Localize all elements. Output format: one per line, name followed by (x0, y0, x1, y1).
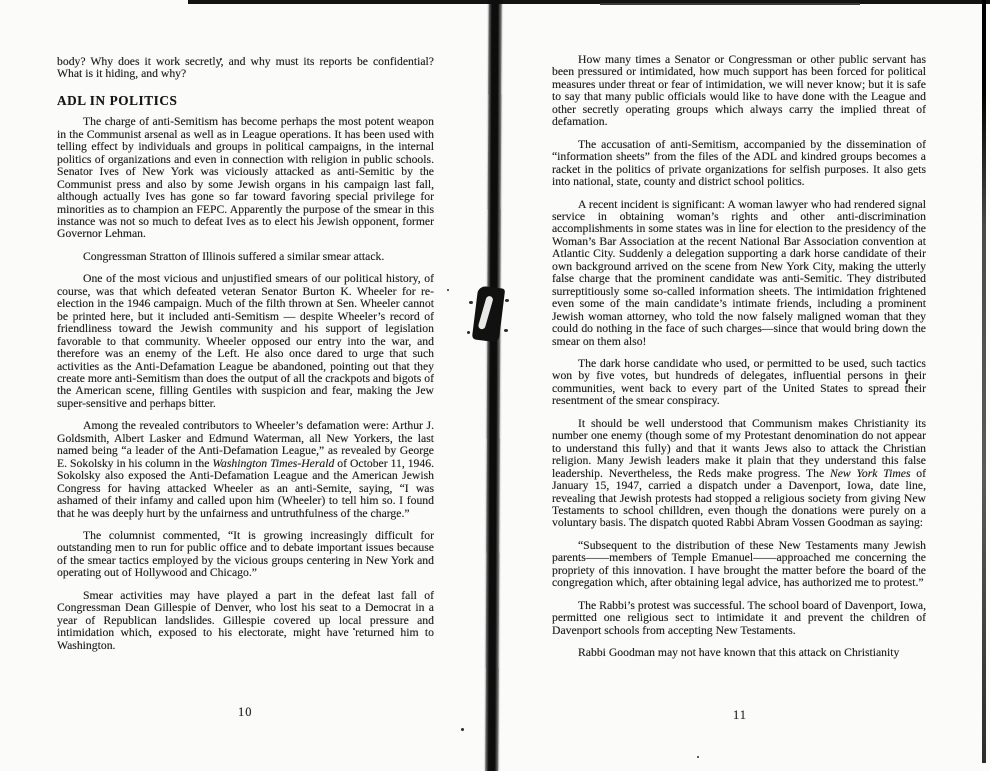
scan-speck (697, 756, 699, 758)
page-left (57, 56, 434, 701)
scan-speck (447, 289, 449, 291)
text-run: of January 15, 1947, carried a dispatch under a Davenport, Iowa, date line, revealing that Jewish protests had stopped a religious society from giving New Testaments to school chilldren, even though the donations were purely on a voluntary basis. The dispatch quoted Rabbi Abram Vossen Goodman as saying: (552, 466, 926, 530)
paragraph: The charge of anti-Semitism has become perhaps the most potent weapon in the Communist arsenal as well as in League operations. It has been used with telling effect by individuals and groups in political campaigns, in the internal politics of organizations and even in connection with religion in public schools. Senator Ives of New York was viciously attacked as anti-Semitic by the Communist press and also by some Jewish organs in his campaign last fall, although actually Ives has gone so far toward favoring special privilege for minorities as to champion an FEPC. Apparently the purpose of the smear in this instance was not so much to defeat Ives as to elect his Jewish opponent, former Governor Lehman. (57, 115, 434, 241)
paragraph (552, 418, 926, 530)
paragraph: One of the most vicious and unjustified smears of our political history, of course, was that which defeated veteran Senator Burton K. Wheeler for re-election in the 1946 campaign. Much of the filth thrown at Sen. Wheeler cannot be printed here, but it included anti-Semitism — despite Wheeler’s record of friendliness toward the Jewish community and his support of legislation favorable to that community. Wheeler opposed our entry into the war, and therefore was an enemy of the Left. He also once dared to urge that such activities as the Anti-Defamation League be abandoned, pointing out that they create more anti-Semitism than does the output of all the crackpots and bigots of the American scene, filling Gentiles with suspicion and fear, making the Jew super-sensitive and perhaps bitter. (57, 272, 434, 410)
paragraph: The Rabbi’s protest was successful. The school board of Davenport, Iowa, permitted one religious sect to intimidate it and prevent the children of Davenport schools from accepting New Testaments. (552, 598, 926, 637)
paragraph: Smear activities may have played a part in the defeat last fall of Congressman Dean Gillespie of Denver, who lost his seat to a Democrat in a year of Republican landslides. Gillespie covered up local pressure and intimidation which, exposed to his electorate, might have returned him to Washington. (57, 588, 434, 652)
scan-top-edge-shadow (600, 3, 860, 5)
page-number-right: 11 (733, 708, 748, 722)
paragraph: The dark horse candidate who used, or permitted to be used, such tactics won by five votes, but hundreds of delegates, influential persons in their communities, went back to every part of the United States to spread their resentment of the smear conspiracy. (552, 356, 926, 408)
section-heading: ADL IN POLITICS (57, 92, 178, 108)
italic-publication-name: Washington Times-Herald (212, 456, 335, 470)
paragraph: A recent incident is significant: A woman lawyer who had rendered signal service in obtaining woman’s rights and other anti-discrimination accomplishments in some states was in line for election to the presidency of the Woman’s Bar Association at the recent National Bar Association convention at Atlantic City. Suddenly a delegation supporting a dark horse candidate of their own background arrived on the scene from New York City, making the utterly false charge that the prominent candidate was anti-Semitic. They distributed surreptitiously some so-called information sheets. The intimidation frightened even some of the main candidate’s intimate friends, including a prominent Jewish woman attorney, who told the now falsely maligned woman that they could do nothing in the face of such charges—since that would bring down the smear on them also! (552, 197, 926, 348)
page-number-left: 10 (238, 705, 253, 719)
paragraph: How many times a Senator or Congressman or other public servant has been pressured or intimidated, how much support has been forced for political measures under threat or fear of intimidation, we will never know; but it is safe to say that many public officials would like to have done with the League and other secretly operating groups which always carry the implied threat of defamation. (552, 53, 926, 129)
paragraph (57, 420, 434, 520)
paragraph-continuation: body? Why does it work secretly, and why must its reports be confidential? What is it hiding, and why? (57, 55, 434, 81)
text-run: Among the revealed contributors to Wheeler’s defamation were: Arthur J. Goldsmith, Albert Lasker and Edmund Waterman, all New Yorkers, the last named being “a leader of the Anti-Defamation League,” as revealed by George E. Sokolsky in his column in the (57, 419, 434, 470)
paragraph: The columnist commented, “It is growing increasingly difficult for outstanding men to run for public office and to debate important issues because of the smear tactics employed by the vicious groups centering in New York and operating out of Hollywood and Chicago.” (57, 528, 434, 580)
paragraph: Rabbi Goodman may not have known that this attack on Christianity (578, 646, 900, 660)
paragraph: “Subsequent to the distribution of these New Testaments many Jewish parents——members of Temple Emanuel——approached me concerning the propriety of this innovation. I have brought the matter before the board of the congregation which, after obtaining legal advice, has authorized me to protest.” (552, 538, 926, 590)
scan-speck (469, 301, 473, 304)
book-binding (485, 0, 501, 771)
scan-speck (504, 329, 508, 332)
scan-right-edge (982, 0, 986, 763)
text-run: It should be well understood that Communism makes Christianity its number one enemy (though some of my Protestant denomination do not appear to understand this fully) and that it wants Jews also to attack the Christian religion. Many Jewish leaders make it plain that they understand this false leadership. Nevertheless, the Reds make progress. The (552, 416, 926, 480)
scan-speck (461, 728, 464, 731)
scan-top-edge (188, 0, 990, 4)
italic-publication-name: New York Times (829, 466, 911, 480)
text-run: of October 11, 1946. Sokolsky also exposed the Anti-Defamation League and the American Jewish Congress for having attacked Wheeler as an anti-Semite, saying, “I was ashamed of their infamy and called upon him (Wheeler) to tell him so. I found that he was deeply hurt by the unfairness and untruthfulness of the charge.” (57, 456, 434, 520)
paragraph: The accusation of anti-Semitism, accompanied by the dissemination of “information sheets” from the files of the ADL and kindred groups becomes a racket in the politics of private organizations for selfish purposes. It also gets into national, state, county and district school politics. (552, 137, 926, 189)
scan-speck (505, 299, 509, 302)
scan-speck (467, 331, 470, 334)
paragraph: Congressman Stratton of Illinois suffered a similar smear attack. (83, 249, 385, 263)
page-right (552, 54, 926, 704)
